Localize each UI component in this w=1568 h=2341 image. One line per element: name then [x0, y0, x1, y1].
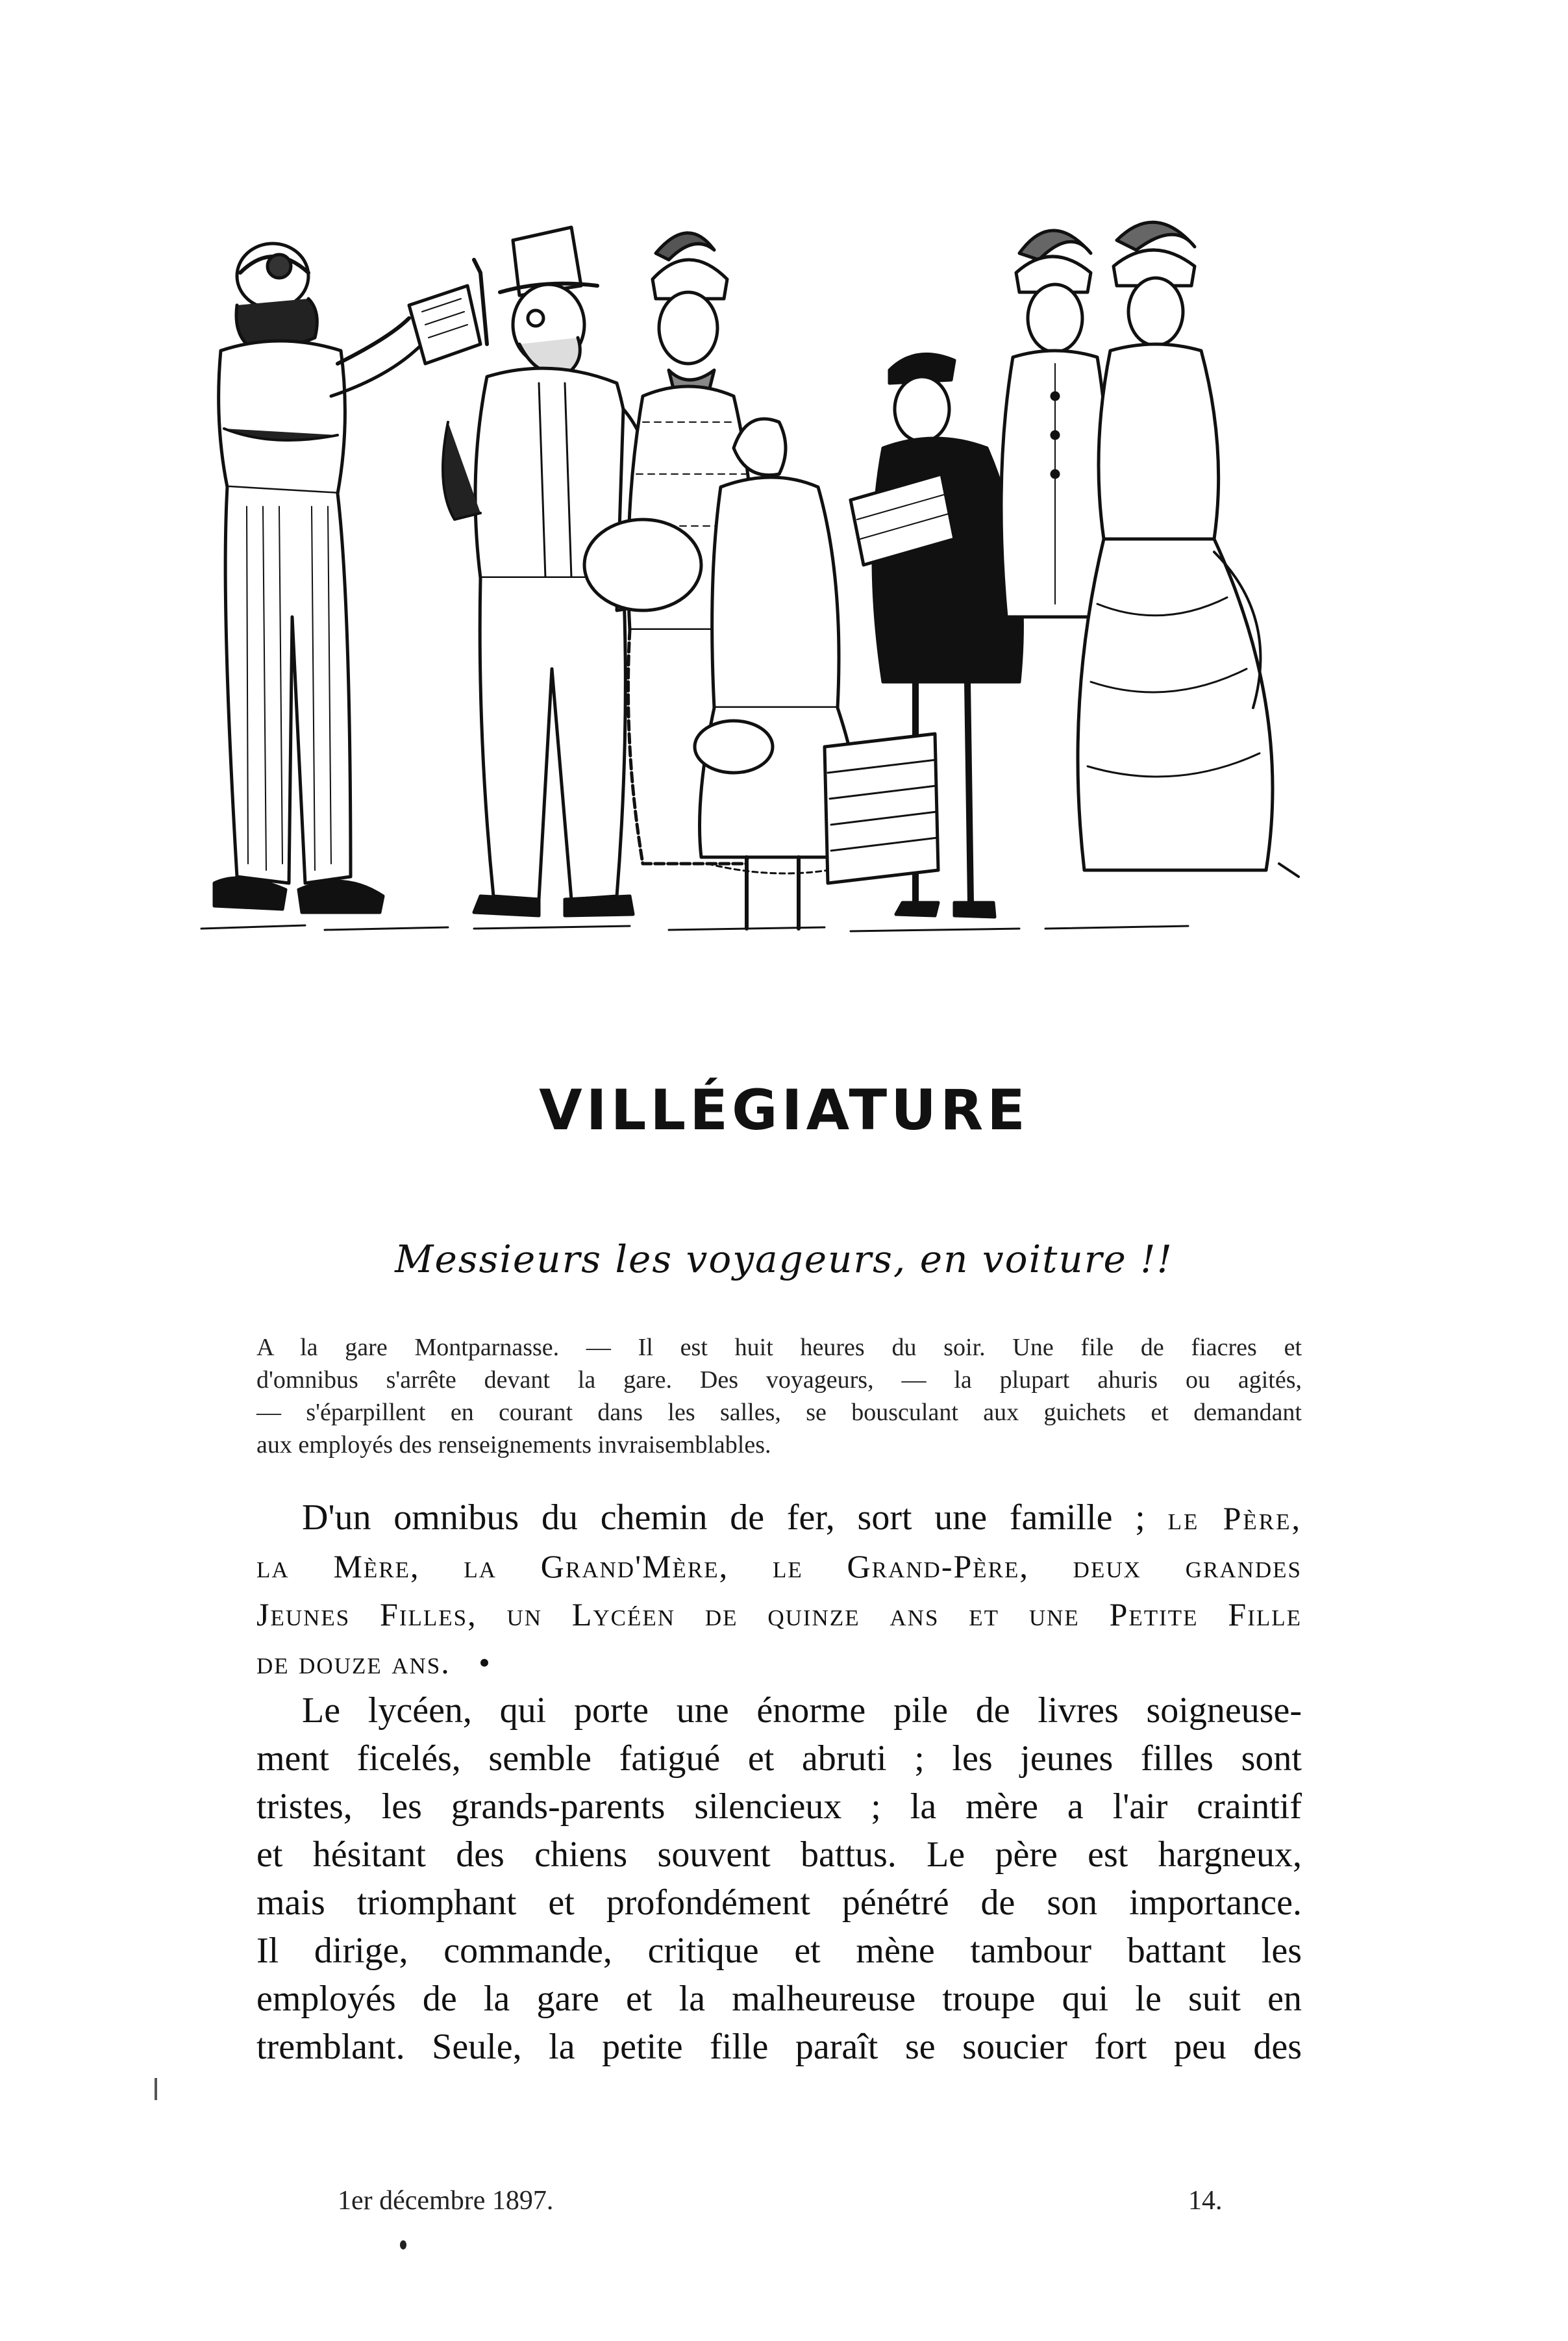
railway-family-illustration — [175, 214, 1312, 961]
paragraph-1-line-4 — [256, 1638, 1302, 1686]
footer-date: 1er décembre 1897. — [338, 2186, 554, 2216]
paragraph-1-line-1 — [256, 1494, 1302, 1542]
chapter-title: VILLÉGIATURE — [539, 1078, 1029, 1143]
paragraph-2-line: et hésitant des chiens souvent battus. Le père est hargneux, — [256, 1834, 1302, 1875]
scene-line: aux employés des renseignements invraisemblables. — [256, 1431, 771, 1458]
bullet-mark: • — [479, 1644, 492, 1681]
scene-line: A la gare Montparnasse. — Il est huit heures du soir. Une file de fiacres et — [256, 1334, 1302, 1361]
paragraph-1-text: D'un omnibus du chemin de fer, sort une famille ; — [302, 1497, 1145, 1538]
schoolboy-figure — [825, 354, 1022, 917]
paragraph-2-line: tristes, les grands-parents silencieux ; la mère a l'air craintif — [256, 1786, 1302, 1827]
paragraph-2-line: Il dirige, commande, critique et mène tambour battant les — [256, 1931, 1302, 1971]
page-number: 14. — [1188, 2186, 1223, 2216]
young-lady-1-figure — [1001, 231, 1109, 617]
paragraph-2-line: employés de la gare et la malheureuse troupe qui le suit en — [256, 1979, 1302, 2019]
paragraph-2-line: Le lycéen, qui porte une énorme pile de livres soigneuse- — [302, 1690, 1302, 1731]
scene-line: — s'éparpillent en courant dans les salles, se bousculant aux guichets et demandant — [256, 1399, 1302, 1426]
margin-mark — [155, 2078, 157, 2100]
ground-lines — [201, 925, 1188, 931]
body-text — [256, 1494, 1302, 2071]
paragraph-2-line: tremblant. Seule, la petite fille paraît se soucier fort peu des — [256, 2027, 1302, 2067]
chapter-subtitle: Messieurs les voyageurs, en voiture !! — [395, 1237, 1173, 1281]
paragraph-2-line: mais triomphant et profondément pénétré de son importance. — [256, 1883, 1302, 1923]
scene-description — [256, 1331, 1302, 1461]
ink-dot — [400, 2240, 406, 2249]
paragraph-2-line: ment ficelés, semble fatigué et abruti ; les jeunes filles sont — [256, 1738, 1302, 1779]
paragraph-1-line-3: Jeunes Filles, un Lycéen de quinze ans et une Petite Fille — [256, 1596, 1302, 1633]
porter-figure — [214, 244, 480, 912]
young-lady-2-figure — [1078, 222, 1299, 877]
character-name: le Père, — [1167, 1500, 1302, 1536]
paragraph-1-line-4-text: de douze ans. — [256, 1644, 451, 1681]
scene-line: d'omnibus s'arrête devant la gare. Des voyageurs, — la plupart ahuris ou agités, — [256, 1366, 1302, 1394]
paragraph-1-line-2: la Mère, la Grand'Mère, le Grand-Père, deux grandes — [256, 1548, 1302, 1584]
